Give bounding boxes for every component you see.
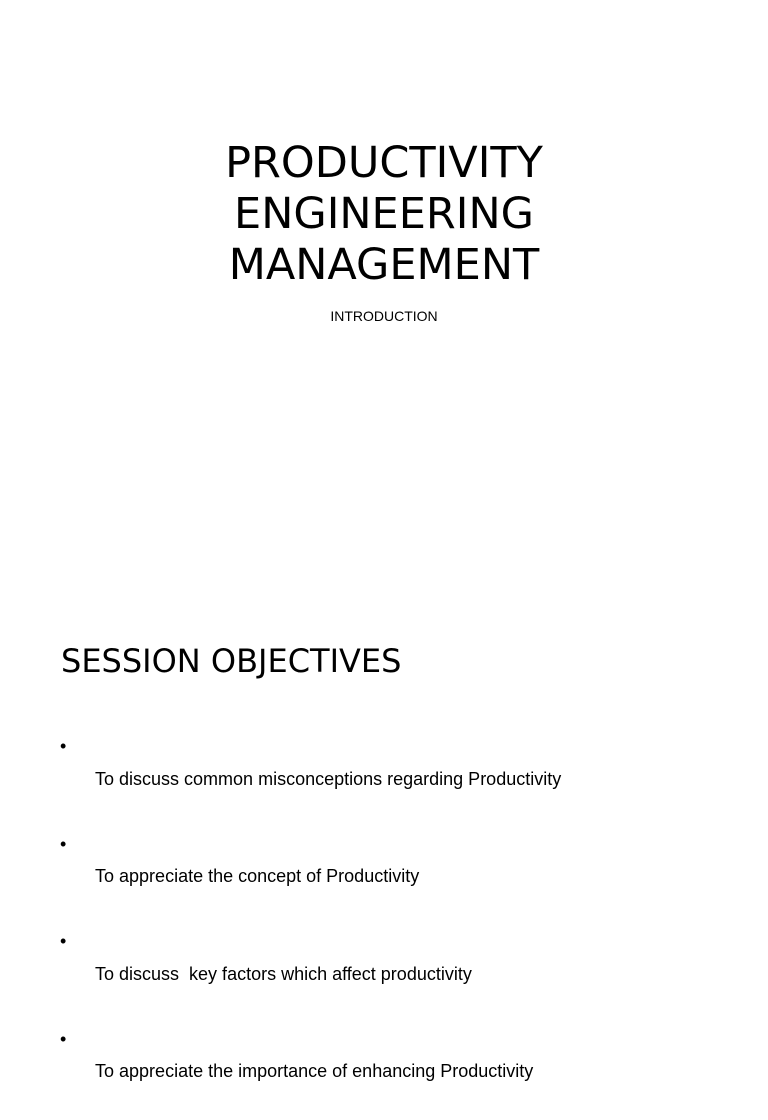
title-line: PRODUCTIVITY: [0, 138, 768, 189]
list-item: [60, 730, 561, 828]
list-item-text: To discuss key factors which affect productivity: [95, 964, 472, 984]
title-slide: [0, 0, 768, 512]
bullet-icon: •: [60, 925, 66, 958]
list-item: [60, 925, 561, 1023]
list-item-text: To appreciate the importance of enhancing Productivity: [95, 1061, 533, 1081]
list-item-text: To appreciate the concept of Productivity: [95, 866, 419, 886]
slide-title: [0, 138, 768, 291]
objectives-list: [60, 730, 561, 1120]
bullet-icon: •: [60, 730, 66, 763]
list-item-text: To discuss common misconceptions regarding Productivity: [95, 769, 561, 789]
title-line: MANAGEMENT: [0, 240, 768, 291]
title-line: ENGINEERING: [0, 189, 768, 240]
list-item: [60, 828, 561, 926]
slide-subtitle: INTRODUCTION: [0, 307, 768, 325]
bullet-icon: •: [60, 828, 66, 861]
list-item: [60, 1023, 561, 1120]
section-heading: SESSION OBJECTIVES: [61, 641, 401, 681]
bullet-icon: •: [60, 1023, 66, 1056]
